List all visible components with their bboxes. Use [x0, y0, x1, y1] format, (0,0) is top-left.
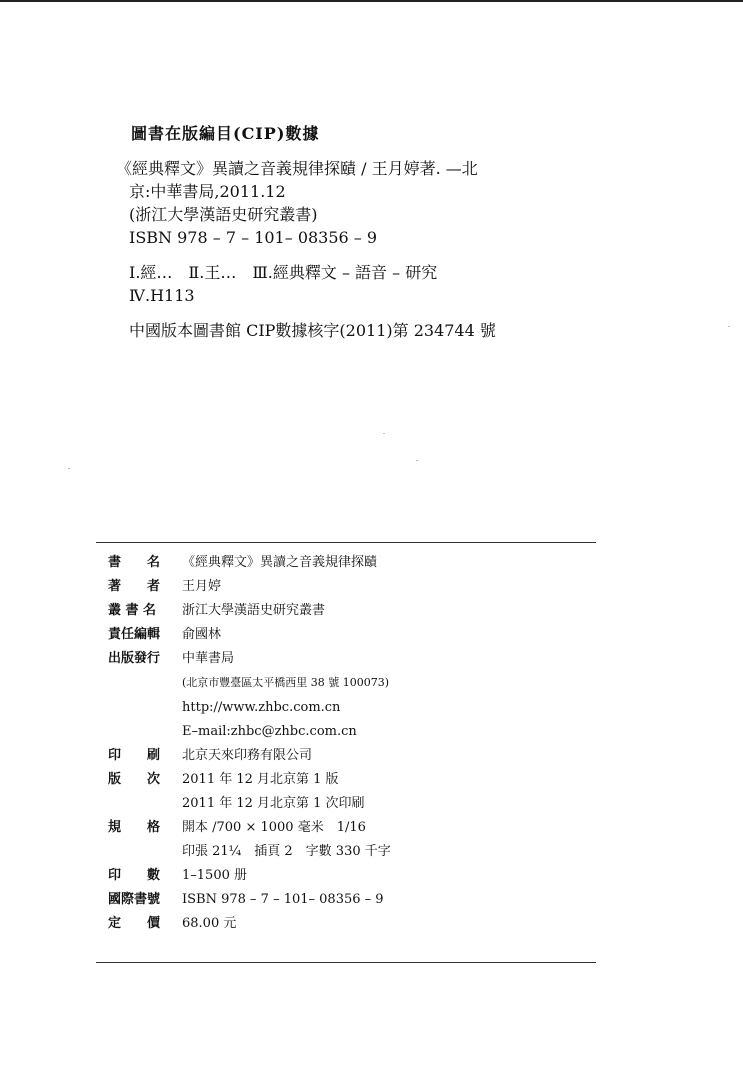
- format-value: 開本 /700 × 1000 毫米 1/16: [182, 820, 366, 836]
- printer-value: 北京天來印務有限公司: [182, 747, 313, 763]
- author-label: 著 者: [108, 579, 161, 595]
- editor-value: 俞國林: [182, 627, 222, 643]
- colophon-top-rule: [96, 542, 596, 543]
- colophon-row: [108, 551, 588, 575]
- colophon-row: [108, 623, 588, 647]
- spec-label: 規 格: [108, 820, 161, 836]
- printer-label: 印 刷: [108, 747, 161, 763]
- editor-label: 責任編輯: [108, 627, 161, 643]
- printing-value: 2011 年 12 月北京第 1 次印刷: [182, 795, 365, 811]
- cip-line-publisher: 京:中華書局,2011.12: [129, 182, 286, 201]
- series-value: 浙江大學漢語史研究叢書: [182, 603, 326, 619]
- scan-speck: [383, 433, 385, 434]
- book-name-value: 《經典釋文》異讀之音義規律探賾: [182, 555, 378, 570]
- colophon-row: [108, 599, 588, 623]
- edition-label: 版 次: [108, 771, 161, 787]
- colophon-row: [108, 888, 588, 912]
- isbn-value: ISBN 978 – 7 – 101– 08356 – 9: [182, 892, 384, 908]
- cip-line-series: (浙江大學漢語史研究叢書): [129, 205, 318, 224]
- colophon-row: [108, 575, 588, 599]
- publisher-address: (北京市豐臺區太平橋西里 38 號 100073): [182, 676, 390, 690]
- colophon-row: [108, 816, 588, 840]
- price-label: 定 價: [108, 916, 161, 932]
- scan-speck: [416, 460, 418, 461]
- colophon-row: [108, 647, 588, 671]
- print-count-label: 印 數: [108, 868, 161, 884]
- cip-block: [116, 157, 506, 342]
- book-name-label: 書 名: [108, 555, 161, 570]
- author-value: 王月婷: [182, 579, 222, 595]
- colophon-row: [108, 912, 588, 936]
- price-value: 68.00 元: [182, 916, 237, 932]
- colophon-row: [108, 768, 588, 792]
- cip-line-subjects: Ⅰ.經… Ⅱ.王… Ⅲ.經典釋文 – 語音 – 研究: [129, 263, 438, 282]
- colophon-row: [108, 864, 588, 888]
- colophon-row: [108, 720, 588, 744]
- publisher-value: 中華書局: [182, 651, 235, 667]
- colophon-table: [108, 551, 588, 937]
- cip-line-title: 《經典釋文》異讀之音義規律探賾 / 王月婷著. —北: [116, 159, 478, 178]
- colophon-row: [108, 671, 588, 695]
- colophon-row: [108, 792, 588, 816]
- colophon-row: [108, 840, 588, 864]
- scan-speck: [68, 468, 70, 469]
- colophon-bottom-rule: [96, 962, 596, 963]
- cip-heading: 圖書在版編目(CIP)數據: [131, 124, 320, 143]
- cip-line-classification: Ⅳ.H113: [129, 286, 195, 305]
- top-border-line: [0, 0, 743, 2]
- publisher-email: E–mail:zhbc@zhbc.com.cn: [182, 723, 357, 739]
- scan-speck: [728, 326, 730, 327]
- edition-value: 2011 年 12 月北京第 1 版: [182, 771, 339, 787]
- publisher-label: 出版發行: [108, 651, 161, 667]
- print-count-value: 1–1500 册: [182, 868, 247, 884]
- colophon-row: [108, 696, 588, 720]
- cip-line-record-number: 中國版本圖書館 CIP數據核字(2011)第 234744 號: [129, 321, 496, 340]
- sheets-value: 印張 21¼ 插頁 2 字數 330 千字: [182, 844, 391, 860]
- cip-line-isbn: ISBN 978 – 7 – 101– 08356 – 9: [129, 228, 378, 247]
- series-label: 叢 書 名: [108, 603, 157, 619]
- isbn-label: 國際書號: [108, 892, 161, 908]
- colophon-row: [108, 744, 588, 768]
- publisher-website: http://www.zhbc.com.cn: [182, 699, 341, 715]
